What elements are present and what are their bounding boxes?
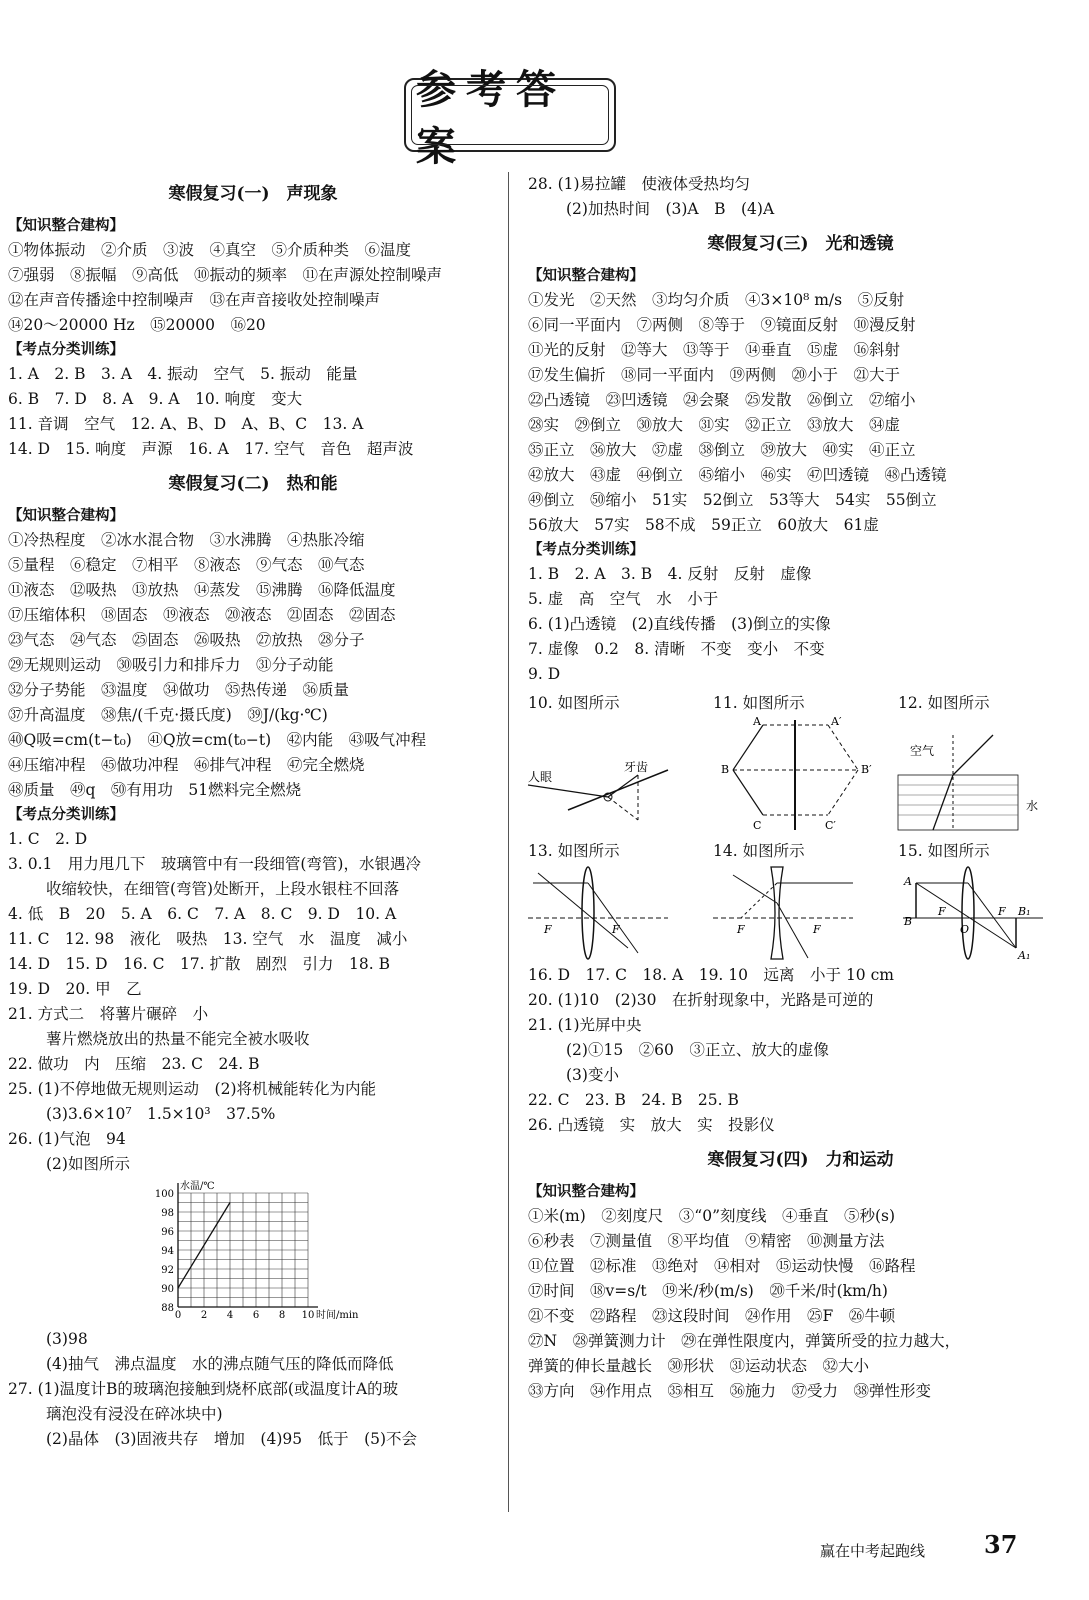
- answer-line: ㊷放大 ㊸虚 ㊹倒立 ㊺缩小 ㊻实 ㊼凹透镜 ㊽凸透镜: [528, 466, 947, 484]
- fig14-concave-lens-diagram: [713, 863, 863, 963]
- label-B: B: [721, 763, 730, 776]
- answer-line: 1. C 2. D: [8, 830, 88, 848]
- answer-line: 4. 低 B 20 5. A 6. C 7. A 8. C 9. D 10. A: [8, 905, 397, 923]
- fig15-image-formation-diagram: [898, 863, 1048, 963]
- subsection-heading: 【知识整合建构】: [528, 1183, 644, 1200]
- x-tick-label: 6: [252, 1310, 260, 1321]
- answer-line: ㊲升高温度 ㊳焦/(千克·摄氏度) ㊴J/(kg·℃): [8, 706, 328, 724]
- answer-line: (2)①15 ②60 ③正立、放大的虚像: [566, 1041, 829, 1059]
- subsection-heading: 【知识整合建构】: [8, 507, 124, 524]
- y-tick-label: 92: [161, 1265, 174, 1276]
- fig13-convex-lens-diagram: [528, 863, 678, 963]
- figure-caption: 13. 如图所示: [528, 842, 620, 860]
- answer-line: 薯片燃烧放出的热量不能完全被水吸收: [46, 1030, 310, 1048]
- answer-line: 6. B 7. D 8. A 9. A 10. 响度 变大: [8, 390, 303, 408]
- label-A: A: [904, 875, 912, 888]
- subsection-heading: 【考点分类训练】: [528, 541, 644, 558]
- answer-line: ①发光 ②天然 ③均匀介质 ④3×10⁸ m/s ⑤反射: [528, 291, 905, 309]
- focus-label: F: [612, 923, 620, 936]
- air-label: 空气: [910, 744, 935, 758]
- label-C1: C′: [825, 819, 836, 832]
- water-label: 水: [1026, 799, 1039, 813]
- answer-line: 22. 做功 内 压缩 23. C 24. B: [8, 1055, 260, 1073]
- answer-line: (2)如图所示: [46, 1155, 130, 1173]
- subsection-heading: 【考点分类训练】: [8, 341, 124, 358]
- figure-15: [898, 839, 1063, 963]
- figure-caption: 14. 如图所示: [713, 842, 805, 860]
- answer-line: 11. C 12. 98 液化 吸热 13. 空气 水 温度 减小: [8, 930, 408, 948]
- figure-row-1: [528, 691, 1073, 835]
- figure-13: [528, 839, 693, 963]
- focus-label: F: [544, 923, 552, 936]
- answer-line: 21. 方式二 将薯片碾碎 小: [8, 1005, 209, 1023]
- page-title: 参考答案: [416, 66, 566, 170]
- answer-line: 26. 凸透镜 实 放大 实 投影仪: [528, 1116, 775, 1134]
- section-title: 寒假复习(四) 力和运动: [707, 1150, 894, 1170]
- subsection-heading: 【知识整合建构】: [528, 267, 644, 284]
- answer-line: ⑥秒表 ⑦测量值 ⑧平均值 ⑨精密 ⑩测量方法: [528, 1232, 885, 1250]
- y-tick-label: 88: [161, 1303, 174, 1314]
- label-B1: B′: [861, 763, 872, 776]
- x-axis-label: 时间/min: [316, 1310, 359, 1321]
- answer-line: ㊹压缩冲程 ㊺做功冲程 ㊻排气冲程 ㊼完全燃烧: [8, 756, 365, 774]
- figure-10: [528, 691, 693, 835]
- eye-label: 人眼: [528, 770, 553, 784]
- figure-11: [713, 691, 878, 835]
- page-title-box: [404, 66, 616, 170]
- answer-line: 26. (1)气泡 94: [8, 1130, 126, 1148]
- left-column: [8, 172, 498, 1452]
- answer-line: 璃泡没有浸没在碎冰块中): [46, 1405, 223, 1423]
- answer-line: ⑪光的反射 ⑫等大 ⑬等于 ⑭垂直 ⑮虚 ⑯斜射: [528, 341, 901, 359]
- x-tick-label: 10: [301, 1310, 315, 1321]
- answer-line: 21. (1)光屏中央: [528, 1016, 642, 1034]
- answer-line: ㊽质量 ㊾q ㊿有用功 51燃料完全燃烧: [8, 781, 302, 799]
- label-C: C: [753, 819, 762, 832]
- optical-center-label: O: [960, 923, 970, 936]
- figure-12: [898, 691, 1063, 835]
- answer-line: ⑪位置 ⑫标准 ⑬绝对 ⑭相对 ⑮运动快慢 ⑯路程: [528, 1257, 916, 1275]
- answer-line: (2)晶体 (3)固液共存 增加 (4)95 低于 (5)不会: [46, 1430, 418, 1448]
- answer-line: 25. (1)不停地做无规则运动 (2)将机械能转化为内能: [8, 1080, 376, 1098]
- answer-line: ⑫在声音传播途中控制噪声 ⑬在声音接收处控制噪声: [8, 291, 381, 309]
- label-B1: B₁: [1018, 905, 1031, 918]
- answer-line: 16. D 17. C 18. A 19. 10 远离 小于 10 cm: [528, 966, 894, 984]
- answer-line: ⑰发生偏折 ⑱同一平面内 ⑲两侧 ⑳小于 ㉑大于: [528, 366, 901, 384]
- y-axis-label: 水温/℃: [180, 1181, 215, 1192]
- answer-line: ⑰时间 ⑱v=s/t ⑲米/秒(m/s) ⑳千米/时(km/h): [528, 1282, 888, 1300]
- answer-line: ㊵Q吸=cm(t−t₀) ㊶Q放=cm(t₀−t) ㊷内能 ㊸吸气冲程: [8, 731, 427, 749]
- answer-line: 9. D: [528, 665, 561, 683]
- focus-label: F: [813, 923, 821, 936]
- label-A1: A′: [831, 715, 842, 728]
- figure-14: [713, 839, 878, 963]
- answer-line: ㉓气态 ㉔气态 ㉕固态 ㉖吸热 ㉗放热 ㉘分子: [8, 631, 365, 649]
- focus-label: F: [998, 905, 1006, 918]
- fig10-reflection-diagram: [528, 715, 678, 835]
- answer-line: 56放大 57实 58不成 59正立 60放大 61虚: [528, 516, 879, 534]
- answer-line: 弹簧的伸长量越长 ㉚形状 ㉛运动状态 ㉜大小: [528, 1357, 870, 1375]
- answer-line: 14. D 15. 响度 声源 16. A 17. 空气 音色 超声波: [8, 440, 414, 458]
- answer-line: ⑤量程 ⑥稳定 ⑦相平 ⑧液态 ⑨气态 ⑩气态: [8, 556, 365, 574]
- answer-line: ㉜分子势能 ㉝温度 ㉞做功 ㉟热传递 ㊱质量: [8, 681, 350, 699]
- x-tick-label: 0: [174, 1310, 182, 1321]
- answer-line: 19. D 20. 甲 乙: [8, 980, 142, 998]
- answer-line: ㉒凸透镜 ㉓凹透镜 ㉔会聚 ㉕发散 ㉖倒立 ㉗缩小: [528, 391, 916, 409]
- answer-line: ㉗N ㉘弹簧测力计 ㉙在弹性限度内，弹簧所受的拉力越大，: [528, 1332, 961, 1350]
- answer-line: ⑭20～20000 Hz ⑮20000 ⑯20: [8, 316, 266, 334]
- answer-line: ㉘实 ㉙倒立 ㉚放大 ㉛实 ㉜正立 ㉝放大 ㉞虚: [528, 416, 901, 434]
- temperature-time-graph: [8, 1177, 498, 1327]
- label-B: B: [904, 915, 913, 928]
- y-tick-label: 94: [161, 1246, 174, 1257]
- figure-row-2: [528, 839, 1073, 963]
- answer-line: ①物体振动 ②介质 ③波 ④真空 ⑤介质种类 ⑥温度: [8, 241, 412, 259]
- figure-caption: 10. 如图所示: [528, 694, 620, 712]
- answer-line: ㉙无规则运动 ㉚吸引力和排斥力 ㉛分子动能: [8, 656, 334, 674]
- answer-line: 28. (1)易拉罐 使液体受热均匀: [528, 175, 751, 193]
- figure-caption: 15. 如图所示: [898, 842, 990, 860]
- x-tick-label: 8: [278, 1310, 286, 1321]
- answer-line: 22. C 23. B 24. B 25. B: [528, 1091, 739, 1109]
- answer-line: ⑦强弱 ⑧振幅 ⑨高低 ⑩振动的频率 ⑪在声源处控制噪声: [8, 266, 443, 284]
- answer-line: ①米(m) ②刻度尺 ③“0”刻度线 ④垂直 ⑤秒(s): [528, 1207, 896, 1225]
- answer-line: ①冷热程度 ②冰水混合物 ③水沸腾 ④热胀冷缩: [8, 531, 365, 549]
- y-tick-label: 100: [154, 1189, 174, 1200]
- fig11-plane-mirror-diagram: [713, 715, 878, 835]
- section-title: 寒假复习(一) 声现象: [168, 184, 338, 204]
- answer-line: ⑥同一平面内 ⑦两侧 ⑧等于 ⑨镜面反射 ⑩漫反射: [528, 316, 916, 334]
- subsection-heading: 【知识整合建构】: [8, 217, 124, 234]
- figure-caption: 11. 如图所示: [713, 694, 805, 712]
- answer-line: 1. A 2. B 3. A 4. 振动 空气 5. 振动 能量: [8, 365, 358, 383]
- answer-line: ㉟正立 ㊱放大 ㊲虚 ㊳倒立 ㊴放大 ㊵实 ㊶正立: [528, 441, 916, 459]
- answer-line: 3. 0.1 用力甩几下 玻璃管中有一段细管(弯管)，水银遇冷: [8, 855, 421, 873]
- right-column-bottom: [528, 963, 1073, 1404]
- subsection-heading: 【考点分类训练】: [8, 806, 124, 823]
- focus-label: F: [737, 923, 745, 936]
- y-tick-label: 96: [161, 1227, 174, 1238]
- footer-brand: 赢在中考起跑线: [820, 1542, 926, 1560]
- answer-line: ㉝方向 ㉞作用点 ㉟相互 ㊱施力 ㊲受力 ㊳弹性形变: [528, 1382, 932, 1400]
- answer-line: 1. B 2. A 3. B 4. 反射 反射 虚像: [528, 565, 812, 583]
- y-tick-label: 98: [161, 1208, 174, 1219]
- focus-label: F: [938, 905, 946, 918]
- label-A: A: [753, 715, 761, 728]
- x-tick-label: 4: [226, 1310, 234, 1321]
- label-A1: A₁: [1018, 949, 1031, 962]
- answer-line: 14. D 15. D 16. C 17. 扩散 剧烈 引力 18. B: [8, 955, 390, 973]
- answer-line: (3)变小: [566, 1066, 619, 1084]
- section-title: 寒假复习(二) 热和能: [168, 474, 338, 494]
- answer-line: (3)3.6×10⁷ 1.5×10³ 37.5%: [46, 1105, 276, 1123]
- answer-line: 6. (1)凸透镜 (2)直线传播 (3)倒立的实像: [528, 615, 831, 633]
- figure-caption: 12. 如图所示: [898, 694, 990, 712]
- answer-line: (3)98: [46, 1330, 88, 1348]
- answer-line: ㉑不变 ㉒路程 ㉓这段时间 ㉔作用 ㉕F ㉖牛顿: [528, 1307, 896, 1325]
- section-title: 寒假复习(三) 光和透镜: [707, 234, 894, 254]
- right-column-top: [528, 172, 1073, 687]
- column-divider: [508, 172, 509, 1512]
- x-tick-label: 2: [200, 1310, 208, 1321]
- answer-line: 27. (1)温度计B的玻璃泡接触到烧杯底部(或温度计A的玻: [8, 1380, 399, 1398]
- page-number: 37: [984, 1530, 1018, 1559]
- right-column: [528, 172, 1073, 1404]
- tooth-label: 牙齿: [624, 760, 649, 774]
- answer-line: (4)抽气 沸点温度 水的沸点随气压的降低而降低: [46, 1355, 394, 1373]
- fig12-refraction-diagram: [898, 715, 1048, 835]
- y-tick-label: 90: [161, 1284, 174, 1295]
- answer-line: (2)加热时间 (3)A B (4)A: [566, 200, 775, 218]
- answer-line: 5. 虚 高 空气 水 小于: [528, 590, 719, 608]
- answer-line: 11. 音调 空气 12. A、B、D A、B、C 13. A: [8, 415, 364, 433]
- answer-line: ㊾倒立 ㊿缩小 51实 52倒立 53等大 54实 55倒立: [528, 491, 937, 509]
- answer-line: 7. 虚像 0.2 8. 清晰 不变 变小 不变: [528, 640, 825, 658]
- answer-line: ⑰压缩体积 ⑱固态 ⑲液态 ⑳液态 ㉑固态 ㉒固态: [8, 606, 396, 624]
- answer-line: ⑪液态 ⑫吸热 ⑬放热 ⑭蒸发 ⑮沸腾 ⑯降低温度: [8, 581, 396, 599]
- answer-line: 20. (1)10 (2)30 在折射现象中，光路是可逆的: [528, 991, 874, 1009]
- answer-line: 收缩较快，在细管(弯管)处断开，上段水银柱不回落: [46, 880, 400, 898]
